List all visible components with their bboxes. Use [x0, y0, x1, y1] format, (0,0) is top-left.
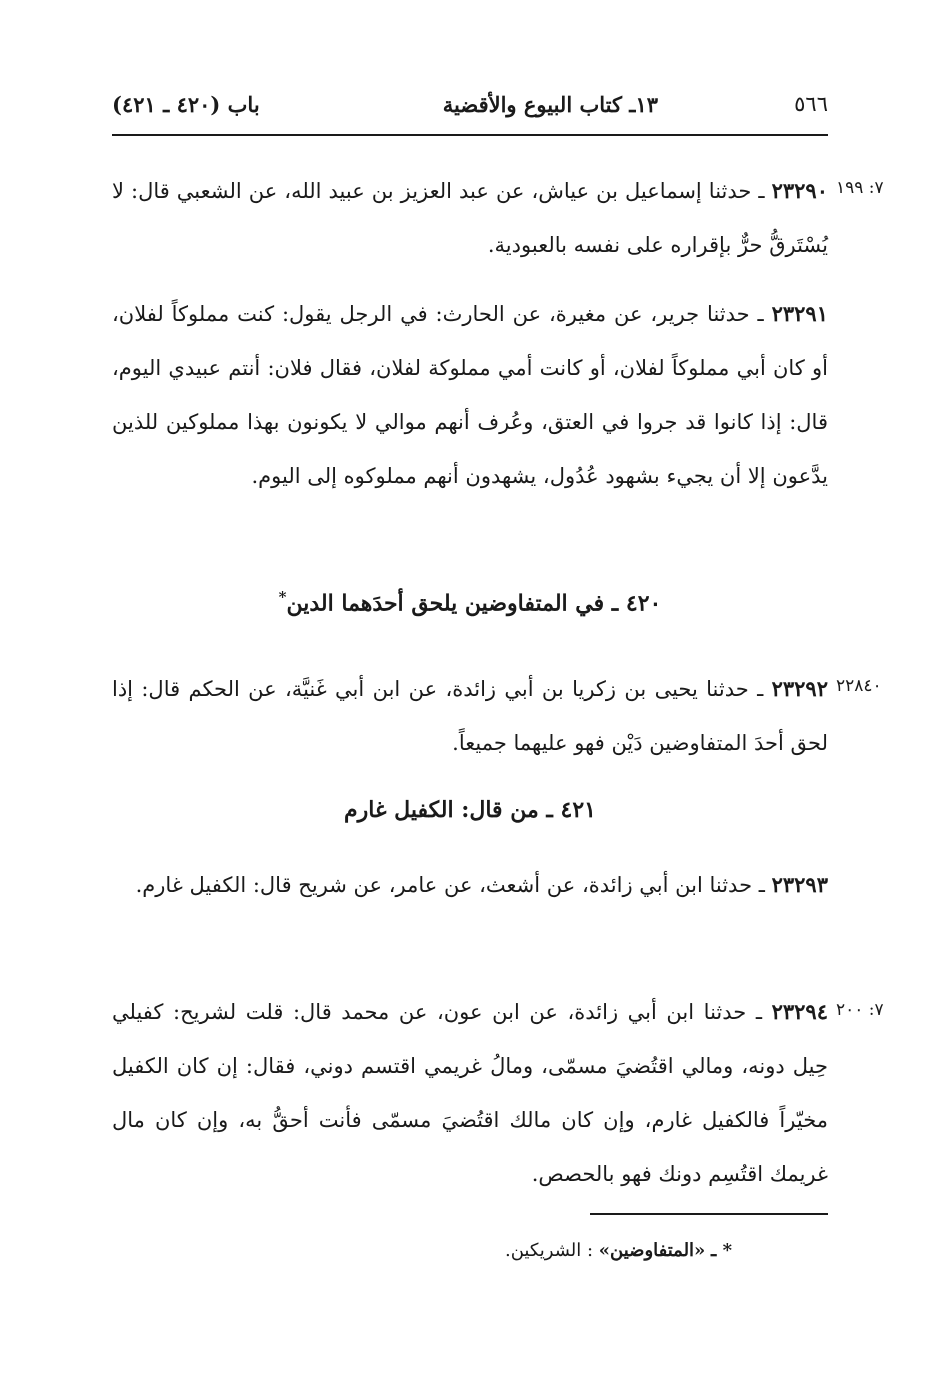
chapter-range: باب (٤٢٠ ـ ٤٢١)	[112, 92, 260, 117]
footnote-marker: * ـ	[711, 1240, 732, 1261]
hadith-number: ٢٣٢٩٠	[771, 178, 828, 203]
section-heading	[112, 588, 828, 616]
book-title: ١٣ـ كتاب البيوع والأقضية	[442, 92, 658, 117]
section-title: ٤٢١ ـ من قال: الكفيل غارم	[344, 797, 596, 823]
running-header	[112, 86, 828, 126]
header-rule	[112, 134, 828, 136]
footnote-text: : الشريكين.	[504, 1240, 594, 1261]
margin-reference: ٢٢٨٤٠	[836, 676, 882, 696]
page-number: ٥٦٦	[794, 92, 828, 116]
section-title: ٤٢٠ ـ في المتفاوضين يلحق أحدَهما الدين	[286, 590, 662, 617]
footnote-rule	[590, 1213, 828, 1215]
hadith-text: ـ حدثنا ابن أبي زائدة، عن ابن عون، عن محمد قال: قلت لشريح: كفيلي حِيل دونه، ومالي اقتُضيَ مسمّى، ومالُ غريمي اقتسم دوني، فقال: إن كان الكفيل مخيّراً فالكفيل غارم، وإن كان مالك اقتُضيَ مسمّى فأنت أحقُّ به، وإن كان مال غريمك اقتُسِم دونك فهو بالحصص.	[112, 1000, 828, 1186]
hadith-text: ـ حدثنا ابن أبي زائدة، عن أشعث، عن عامر، عن شريح قال: الكفيل غارم.	[135, 873, 765, 897]
hadith-entry	[112, 164, 828, 272]
hadith-number: ٢٣٢٩٣	[771, 872, 828, 897]
hadith-number: ٢٣٢٩٢	[771, 676, 828, 701]
hadith-number: ٢٣٢٩٤	[771, 999, 828, 1024]
footnote-term: «المتفاوضين»	[598, 1240, 706, 1261]
margin-reference: ٧: ١٩٩	[836, 178, 884, 198]
hadith-text: ـ حدثنا يحيى بن زكريا بن أبي زائدة، عن ابن أبي غَنيَّة، عن الحكم قال: إذا لحق أحدَ المتفاوضين دَيْن فهو عليهما جميعاً.	[112, 677, 828, 755]
section-heading	[112, 797, 828, 823]
hadith-number: ٢٣٢٩١	[771, 301, 828, 326]
hadith-entry	[112, 662, 828, 770]
footnote	[112, 1240, 732, 1261]
margin-reference: ٧: ٢٠٠	[836, 1000, 884, 1020]
hadith-entry	[112, 985, 828, 1201]
footnote-marker: *	[278, 588, 287, 606]
hadith-text: ـ حدثنا جرير، عن مغيرة، عن الحارث: في الرجل يقول: كنت مملوكاً لفلان، أو كان أبي مملوكاً لفلان، أو كانت أمي مملوكة لفلان، فقال فلان: أنتم عبيدي اليوم، قال: إذا كانوا قد جروا في العتق، وعُرف أنهم موالي لا يكونون بهذا مملوكين للذين يدَّعون إلا أن يجيء بشهود عُدُول، يشهدون أنهم مملوكوه إلى اليوم.	[112, 302, 828, 488]
hadith-text: ـ حدثنا إسماعيل بن عياش، عن عبد العزيز بن عبيد الله، عن الشعبي قال: لا يُسْتَرقُّ حرٌّ بإقراره على نفسه بالعبودية.	[112, 179, 828, 257]
hadith-entry	[112, 287, 828, 503]
hadith-entry	[112, 858, 828, 912]
